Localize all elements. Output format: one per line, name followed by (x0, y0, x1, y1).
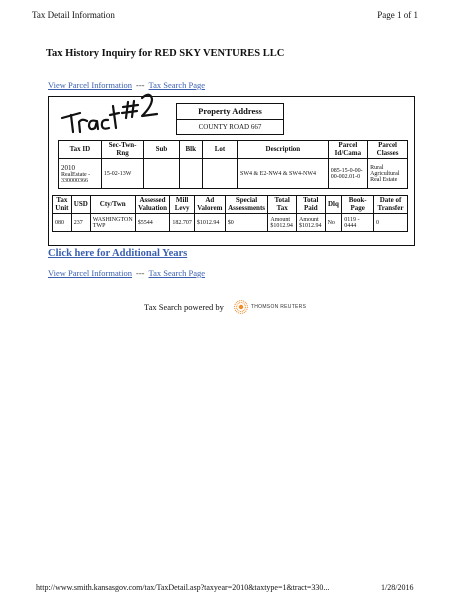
view-parcel-link[interactable]: View Parcel Information (48, 80, 132, 90)
thomson-reuters-brand: THOMSON REUTERS (250, 304, 307, 310)
property-address-label: Property Address (177, 104, 283, 120)
cell-description: SW4 & E2-NW4 & SW4-NW4 (238, 159, 329, 189)
cell-usd: 237 (71, 214, 90, 232)
powered-by-text: Tax Search powered by (144, 302, 224, 312)
table-row (59, 159, 408, 189)
cell-lot (202, 159, 237, 189)
nav-links-bottom (48, 268, 205, 278)
col-assessed: Assessed Valuation (135, 196, 170, 214)
col-lot: Lot (202, 141, 237, 159)
col-book-page: Book-Page (342, 196, 374, 214)
thomson-reuters-logo-icon (234, 300, 248, 314)
col-sub: Sub (144, 141, 179, 159)
col-mill-levy: Mill Levy (170, 196, 195, 214)
parcel-table (58, 140, 408, 189)
table-row (53, 214, 408, 232)
view-parcel-link[interactable]: View Parcel Information (48, 268, 132, 278)
col-total-paid: Total Paid (296, 196, 325, 214)
tax-table-header (53, 196, 408, 214)
cell-total-paid: Amount $1012.94 (296, 214, 325, 232)
cell-mill-levy: 182.707 (170, 214, 195, 232)
col-tax-id: Tax ID (59, 141, 102, 159)
col-parcel-id: Parcel Id/Cama (328, 141, 367, 159)
col-sec-twn-rng: Sec-Twn-Rng (101, 141, 144, 159)
cell-sub (144, 159, 179, 189)
cell-book-page: 0119 - 0444 (342, 214, 374, 232)
cell-assessed: $5544 (135, 214, 170, 232)
tax-search-link[interactable]: Tax Search Page (148, 80, 206, 90)
col-tax-unit: Tax Unit (53, 196, 72, 214)
inquiry-title: Tax History Inquiry for RED SKY VENTURES LLC (46, 48, 285, 59)
footer-url: http://www.smith.kansasgov.com/tax/TaxDetail.asp?taxyear=2010&taxtype=1&tract=330... (36, 583, 330, 592)
cell-special: $0 (225, 214, 268, 232)
col-total-tax: Total Tax (268, 196, 297, 214)
cell-date-transfer: 0 (374, 214, 408, 232)
cell-parcel-class: Rural Agricultural Real Estate (368, 159, 408, 189)
cell-ad-valorem: $1012.94 (194, 214, 225, 232)
cell-parcel-id: 085-15-0-00-00-002.01-0 (328, 159, 367, 189)
tax-search-link[interactable]: Tax Search Page (148, 268, 206, 278)
parcel-table-header (59, 141, 408, 159)
col-cty-twn: Cty/Twn (90, 196, 135, 214)
tax-id-detail: RealEstate - 330000366 (61, 171, 91, 184)
col-date-transfer: Date of Transfer (374, 196, 408, 214)
cell-cty-twn: WASHINGTON TWP (90, 214, 135, 232)
col-description: Description (238, 141, 329, 159)
tax-year: 2010 (61, 163, 75, 172)
link-separator: --- (136, 80, 145, 90)
col-ad-valorem: Ad Valorem (194, 196, 225, 214)
col-usd: USD (71, 196, 90, 214)
page-indicator: Page 1 of 1 (377, 10, 418, 20)
cell-blk (179, 159, 202, 189)
col-special: Special Assessments (225, 196, 268, 214)
additional-years-link[interactable]: Click here for Additional Years (48, 248, 188, 259)
cell-tax-unit: 080 (53, 214, 72, 232)
footer-date: 1/28/2016 (381, 583, 414, 592)
handwritten-annotation (58, 88, 168, 138)
property-address-value: COUNTY ROAD 667 (198, 123, 262, 131)
cell-sec-twn-rng: 15-02-13W (101, 159, 144, 189)
cell-dlq: No (325, 214, 342, 232)
powered-by (144, 300, 306, 314)
col-blk: Blk (179, 141, 202, 159)
tax-table (52, 195, 408, 232)
document-title: Tax Detail Information (32, 10, 115, 20)
col-parcel-classes: Parcel Classes (368, 141, 408, 159)
cell-total-tax: Amount $1012.94 (268, 214, 297, 232)
link-separator: --- (136, 268, 145, 278)
property-address-box (176, 103, 284, 135)
cell-tax-id (59, 159, 102, 189)
col-dlq: Dlq (325, 196, 342, 214)
